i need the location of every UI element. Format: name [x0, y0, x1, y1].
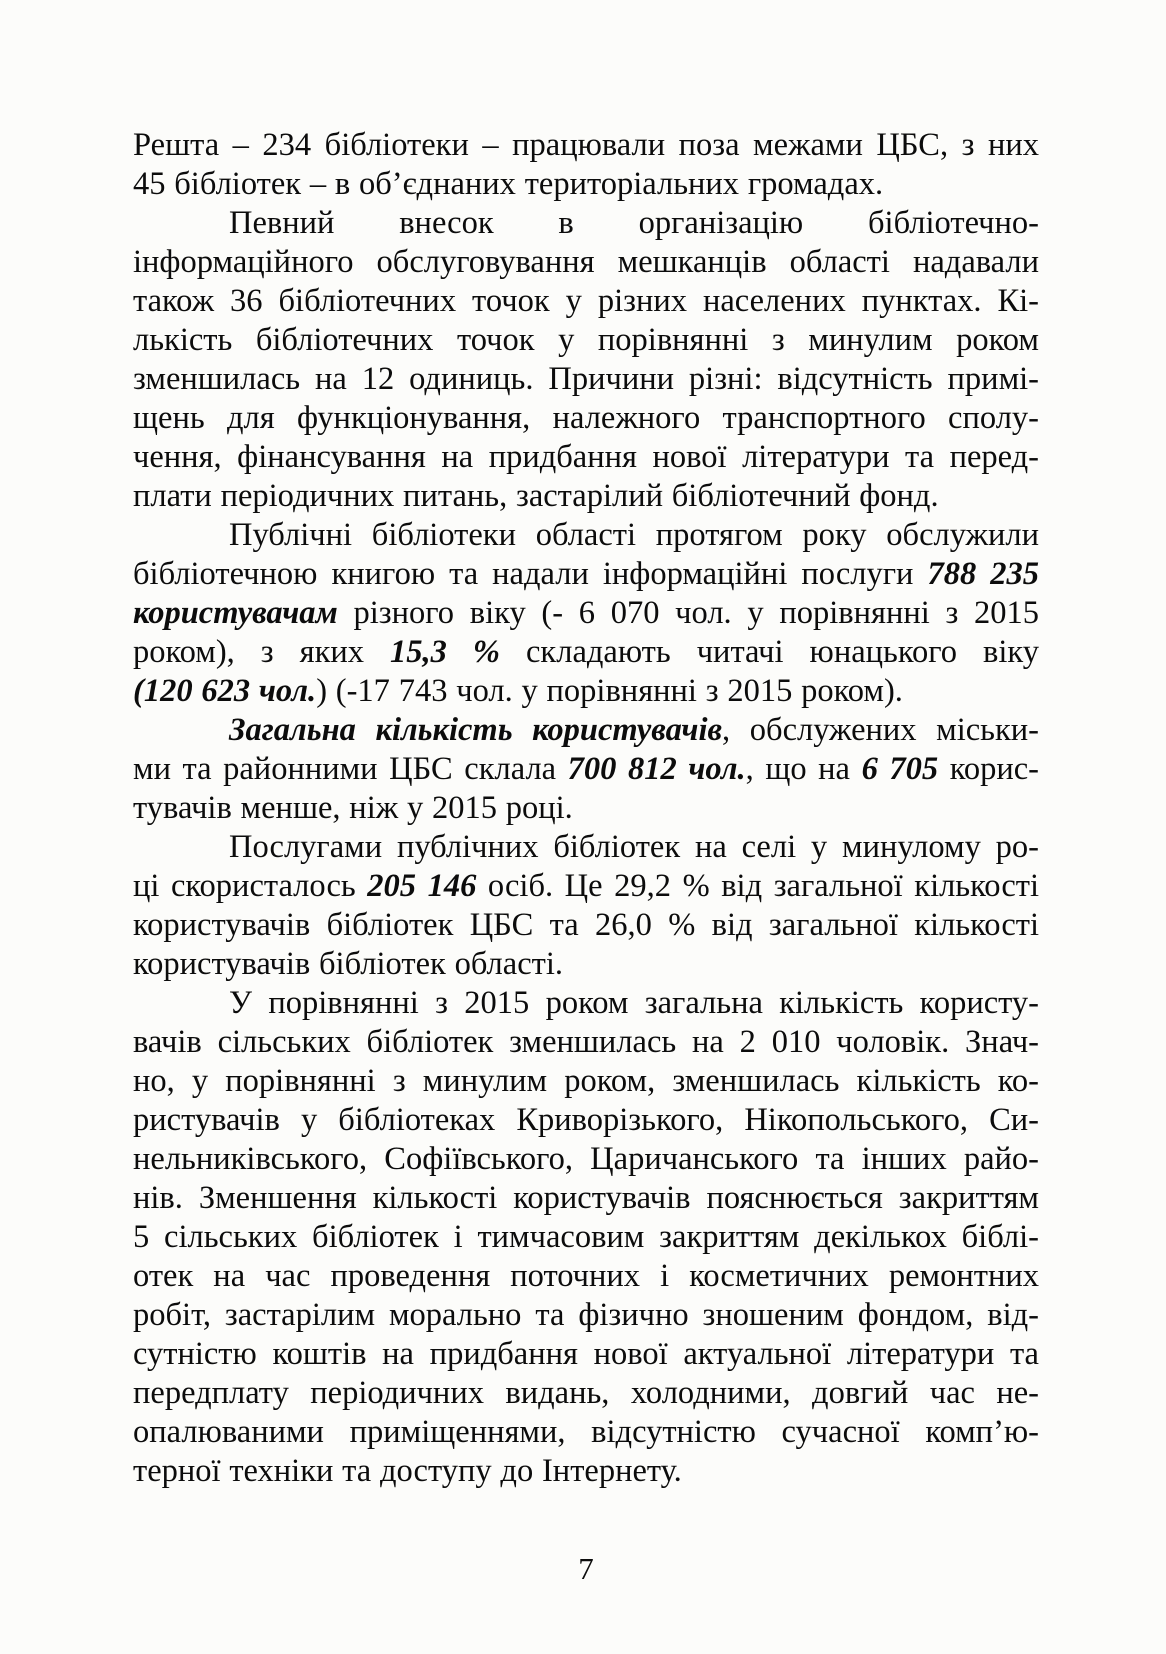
- text-segment: користувачів бібліотек області.: [133, 946, 563, 982]
- text-segment: отек на час проведення поточних і косметичних ремонтних: [133, 1258, 1039, 1294]
- text-segment: корис-: [938, 751, 1039, 787]
- text-segment: сутністю коштів на придбання нової актуальної літератури та: [133, 1336, 1039, 1372]
- text-segment: осіб. Це 29,2 % від загальної кількості: [476, 868, 1039, 904]
- text-line: [133, 1413, 1039, 1452]
- text-line: [133, 516, 1039, 555]
- text-line: [133, 1023, 1039, 1062]
- text-segment: Певний внесок в організацію бібліотечно-: [229, 205, 1039, 241]
- text-line: [133, 282, 1039, 321]
- text-segment: ми та районними ЦБС склала: [133, 751, 568, 787]
- text-line: [133, 984, 1039, 1023]
- text-line: [133, 633, 1039, 672]
- text-line: [133, 204, 1039, 243]
- text-segment: плати періодичних питань, застарілий бібліотечний фонд.: [133, 478, 939, 514]
- emphasis-bold-italic: 6 705: [861, 751, 939, 787]
- text-segment: 5 сільських бібліотек і тимчасовим закриттям декількох біблі-: [133, 1219, 1039, 1255]
- text-line: [133, 672, 1039, 711]
- body-text: [133, 126, 1039, 1491]
- text-line: [133, 399, 1039, 438]
- text-line: [133, 126, 1039, 165]
- emphasis-bold-italic: (120 623 чол.: [133, 673, 317, 709]
- text-segment: терної техніки та доступу до Інтернету.: [133, 1453, 682, 1489]
- text-line: [133, 711, 1039, 750]
- text-segment: Послугами публічних бібліотек на селі у минулому ро-: [229, 829, 1039, 865]
- text-segment: ристувачів у бібліотеках Криворізького, Нікопольського, Си-: [133, 1102, 1039, 1138]
- emphasis-bold-italic: 205 146: [367, 868, 477, 904]
- text-segment: , обслужених міськи-: [722, 712, 1039, 748]
- text-segment: лькість бібліотечних точок у порівнянні з минулим роком: [133, 322, 1039, 358]
- text-segment: бібліотечною книгою та надали інформаційні послуги: [133, 556, 928, 592]
- text-segment: но, у порівнянні з минулим роком, зменшилась кількість ко-: [133, 1063, 1039, 1099]
- text-line: [133, 1296, 1039, 1335]
- text-line: [133, 1062, 1039, 1101]
- text-line: [133, 945, 1039, 984]
- text-line: [133, 1452, 1039, 1491]
- text-line: [133, 828, 1039, 867]
- text-line: [133, 1335, 1039, 1374]
- text-line: [133, 477, 1039, 516]
- text-segment: ці скористалось: [133, 868, 368, 904]
- emphasis-bold-italic: Загальна кількість користувачів: [229, 712, 723, 748]
- text-line: [133, 750, 1039, 789]
- text-segment: вачів сільських бібліотек зменшилась на 2 010 чоловік. Знач-: [133, 1024, 1039, 1060]
- text-segment: користувачів бібліотек ЦБС та 26,0 % від загальної кількості: [133, 907, 1039, 943]
- text-segment: щень для функціонування, належного транспортного сполу-: [133, 400, 1039, 436]
- text-segment: , що на: [745, 751, 862, 787]
- text-segment: робіт, застарілим морально та фізично зношеним фондом, від-: [133, 1297, 1039, 1333]
- text-segment: також 36 бібліотечних точок у різних населених пунктах. Кі-: [133, 283, 1039, 319]
- text-line: [133, 1101, 1039, 1140]
- text-line: [133, 906, 1039, 945]
- text-segment: нельниківського, Софіївського, Царичанського та інших райо-: [133, 1141, 1039, 1177]
- emphasis-bold-italic: 15,3 %: [390, 634, 500, 670]
- text-segment: Решта – 234 бібліотеки – працювали поза межами ЦБС, з них: [133, 127, 1039, 163]
- text-line: [133, 243, 1039, 282]
- text-segment: ) (-17 743 чол. у порівнянні з 2015 роком).: [316, 673, 903, 709]
- text-segment: 45 бібліотек – в об’єднаних територіальних громадах.: [133, 166, 884, 202]
- text-line: [133, 1218, 1039, 1257]
- text-segment: опалюваними приміщеннями, відсутністю сучасної комп’ю-: [133, 1414, 1039, 1450]
- text-segment: У порівнянні з 2015 роком загальна кількість користу-: [229, 985, 1039, 1021]
- text-line: [133, 594, 1039, 633]
- text-line: [133, 1374, 1039, 1413]
- text-segment: передплату періодичних видань, холодними, довгий час не-: [133, 1375, 1039, 1411]
- text-line: [133, 321, 1039, 360]
- text-segment: зменшилась на 12 одиниць. Причини різні: відсутність примі-: [133, 361, 1039, 397]
- text-segment: інформаційного обслуговування мешканців області надавали: [133, 244, 1039, 280]
- text-segment: складають читачі юнацького віку: [500, 634, 1039, 670]
- text-segment: різного віку (- 6 070 чол. у порівнянні з 2015: [337, 595, 1039, 631]
- text-segment: чення, фінансування на придбання нової літератури та перед-: [133, 439, 1039, 475]
- text-line: [133, 867, 1039, 906]
- text-segment: нів. Зменшення кількості користувачів пояснюється закриттям: [133, 1180, 1039, 1216]
- text-segment: роком), з яких: [133, 634, 391, 670]
- emphasis-bold-italic: 788 235: [927, 556, 1039, 592]
- text-segment: Публічні бібліотеки області протягом року обслужили: [229, 517, 1039, 553]
- text-line: [133, 789, 1039, 828]
- text-line: [133, 1179, 1039, 1218]
- text-line: [133, 438, 1039, 477]
- text-line: [133, 555, 1039, 594]
- text-line: [133, 1257, 1039, 1296]
- emphasis-bold-italic: користувачам: [133, 595, 338, 631]
- page-number: 7: [578, 1551, 594, 1586]
- text-segment: тувачів менше, ніж у 2015 році.: [133, 790, 573, 826]
- text-line: [133, 1140, 1039, 1179]
- emphasis-bold-italic: 700 812 чол.: [567, 751, 746, 787]
- text-line: [133, 165, 1039, 204]
- text-line: [133, 360, 1039, 399]
